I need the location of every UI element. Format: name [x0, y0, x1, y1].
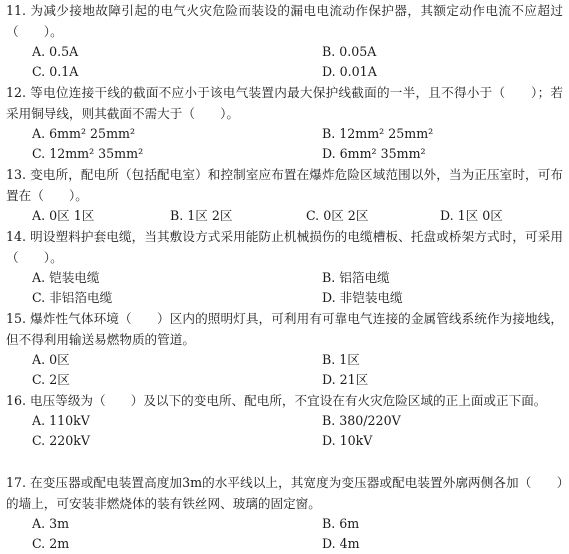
option-a: A. 110kV [32, 413, 90, 428]
question-13 [6, 164, 563, 226]
option-d: D. 21区 [322, 372, 369, 387]
question-number: 15. [6, 311, 27, 326]
options-row [6, 370, 563, 390]
question-stem [6, 226, 563, 268]
question-11 [6, 0, 563, 82]
option-a: A. 3m [32, 516, 70, 531]
question-number: 16. [6, 393, 27, 408]
option-d: D. 10kV [322, 433, 373, 448]
option-c: C. 非铝箔电缆 [32, 290, 113, 305]
option-c: C. 2区 [32, 372, 70, 387]
option-c: C. 0区 2区 [306, 208, 369, 223]
question-number: 13. [6, 167, 27, 182]
question-number: 11. [6, 3, 27, 18]
options-row [6, 42, 563, 62]
question-number: 12. [6, 85, 27, 100]
question-15 [6, 308, 563, 390]
question-number: 17. [6, 475, 27, 490]
question-stem [6, 308, 563, 350]
question-16 [6, 390, 563, 451]
question-text: 爆炸性气体环境（ ）区内的照明灯具，可利用有可靠电气连接的金属管线系统作为接地线，但不得利用输送易燃物质的管道。 [6, 311, 563, 347]
option-a: A. 0区 [32, 352, 70, 367]
options-row [6, 124, 563, 144]
question-number: 14. [6, 229, 27, 244]
question-text: 变电所，配电所（包括配电室）和控制室应布置在爆炸危险区域范围以外，当为正压室时，可布置在（ ）。 [6, 167, 563, 203]
question-text: 在变压器或配电装置高度加3m的水平线以上，其宽度为变压器或配电装置外廓两侧各加（ ）的墙上，可安装非燃烧体的装有铁丝网、玻璃的固定窗。 [6, 475, 563, 511]
option-d: D. 0.01A [322, 64, 377, 79]
question-12 [6, 82, 563, 164]
options-row [6, 411, 563, 431]
question-stem [6, 390, 563, 411]
option-b: B. 0.05A [322, 44, 377, 59]
option-c: C. 2m [32, 536, 70, 551]
question-stem [6, 0, 563, 42]
option-c: C. 12mm² 35mm² [32, 146, 144, 161]
question-17 [6, 472, 563, 554]
option-d: D. 4m [322, 536, 360, 551]
option-b: B. 12mm² 25mm² [322, 126, 434, 141]
options-row [6, 288, 563, 308]
question-stem [6, 164, 563, 206]
option-b: B. 1区 2区 [170, 208, 233, 223]
options-row [6, 514, 563, 534]
option-d: D. 1区 0区 [440, 208, 503, 223]
option-a: A. 0区 1区 [32, 208, 95, 223]
option-d: D. 非铠装电缆 [322, 290, 403, 305]
option-a: A. 6mm² 25mm² [32, 126, 136, 141]
question-stem [6, 82, 563, 124]
option-c: C. 0.1A [32, 64, 79, 79]
options-row [6, 534, 563, 554]
options-row [6, 268, 563, 288]
options-row [6, 144, 563, 164]
options-row [6, 62, 563, 82]
option-b: B. 铝箔电缆 [322, 270, 390, 285]
question-text: 电压等级为（ ）及以下的变电所、配电所，不宜设在有火灾危险区域的正上面或正下面。 [30, 393, 547, 408]
question-text: 明设塑料护套电缆，当其敷设方式采用能防止机械损伤的电缆槽板、托盘或桥架方式时，可采用（ ）。 [6, 229, 563, 265]
question-text: 等电位连接干线的截面不应小于该电气装置内最大保护线截面的一半，且不得小于（ ）；若采用铜导线，则其截面不需大于（ ）。 [6, 85, 563, 121]
question-14 [6, 226, 563, 308]
option-b: B. 6m [322, 516, 360, 531]
options-row [6, 350, 563, 370]
option-b: B. 1区 [322, 352, 360, 367]
option-b: B. 380/220V [322, 413, 401, 428]
question-stem [6, 472, 563, 514]
option-d: D. 6mm² 35mm² [322, 146, 426, 161]
option-c: C. 220kV [32, 433, 90, 448]
option-a: A. 铠装电缆 [32, 270, 100, 285]
question-text: 为减少接地故障引起的电气火灾危险而装设的漏电电流动作保护器，其额定动作电流不应超过（ ）。 [6, 3, 563, 39]
options-row [6, 431, 563, 451]
option-a: A. 0.5A [32, 44, 79, 59]
options-row [6, 206, 563, 226]
